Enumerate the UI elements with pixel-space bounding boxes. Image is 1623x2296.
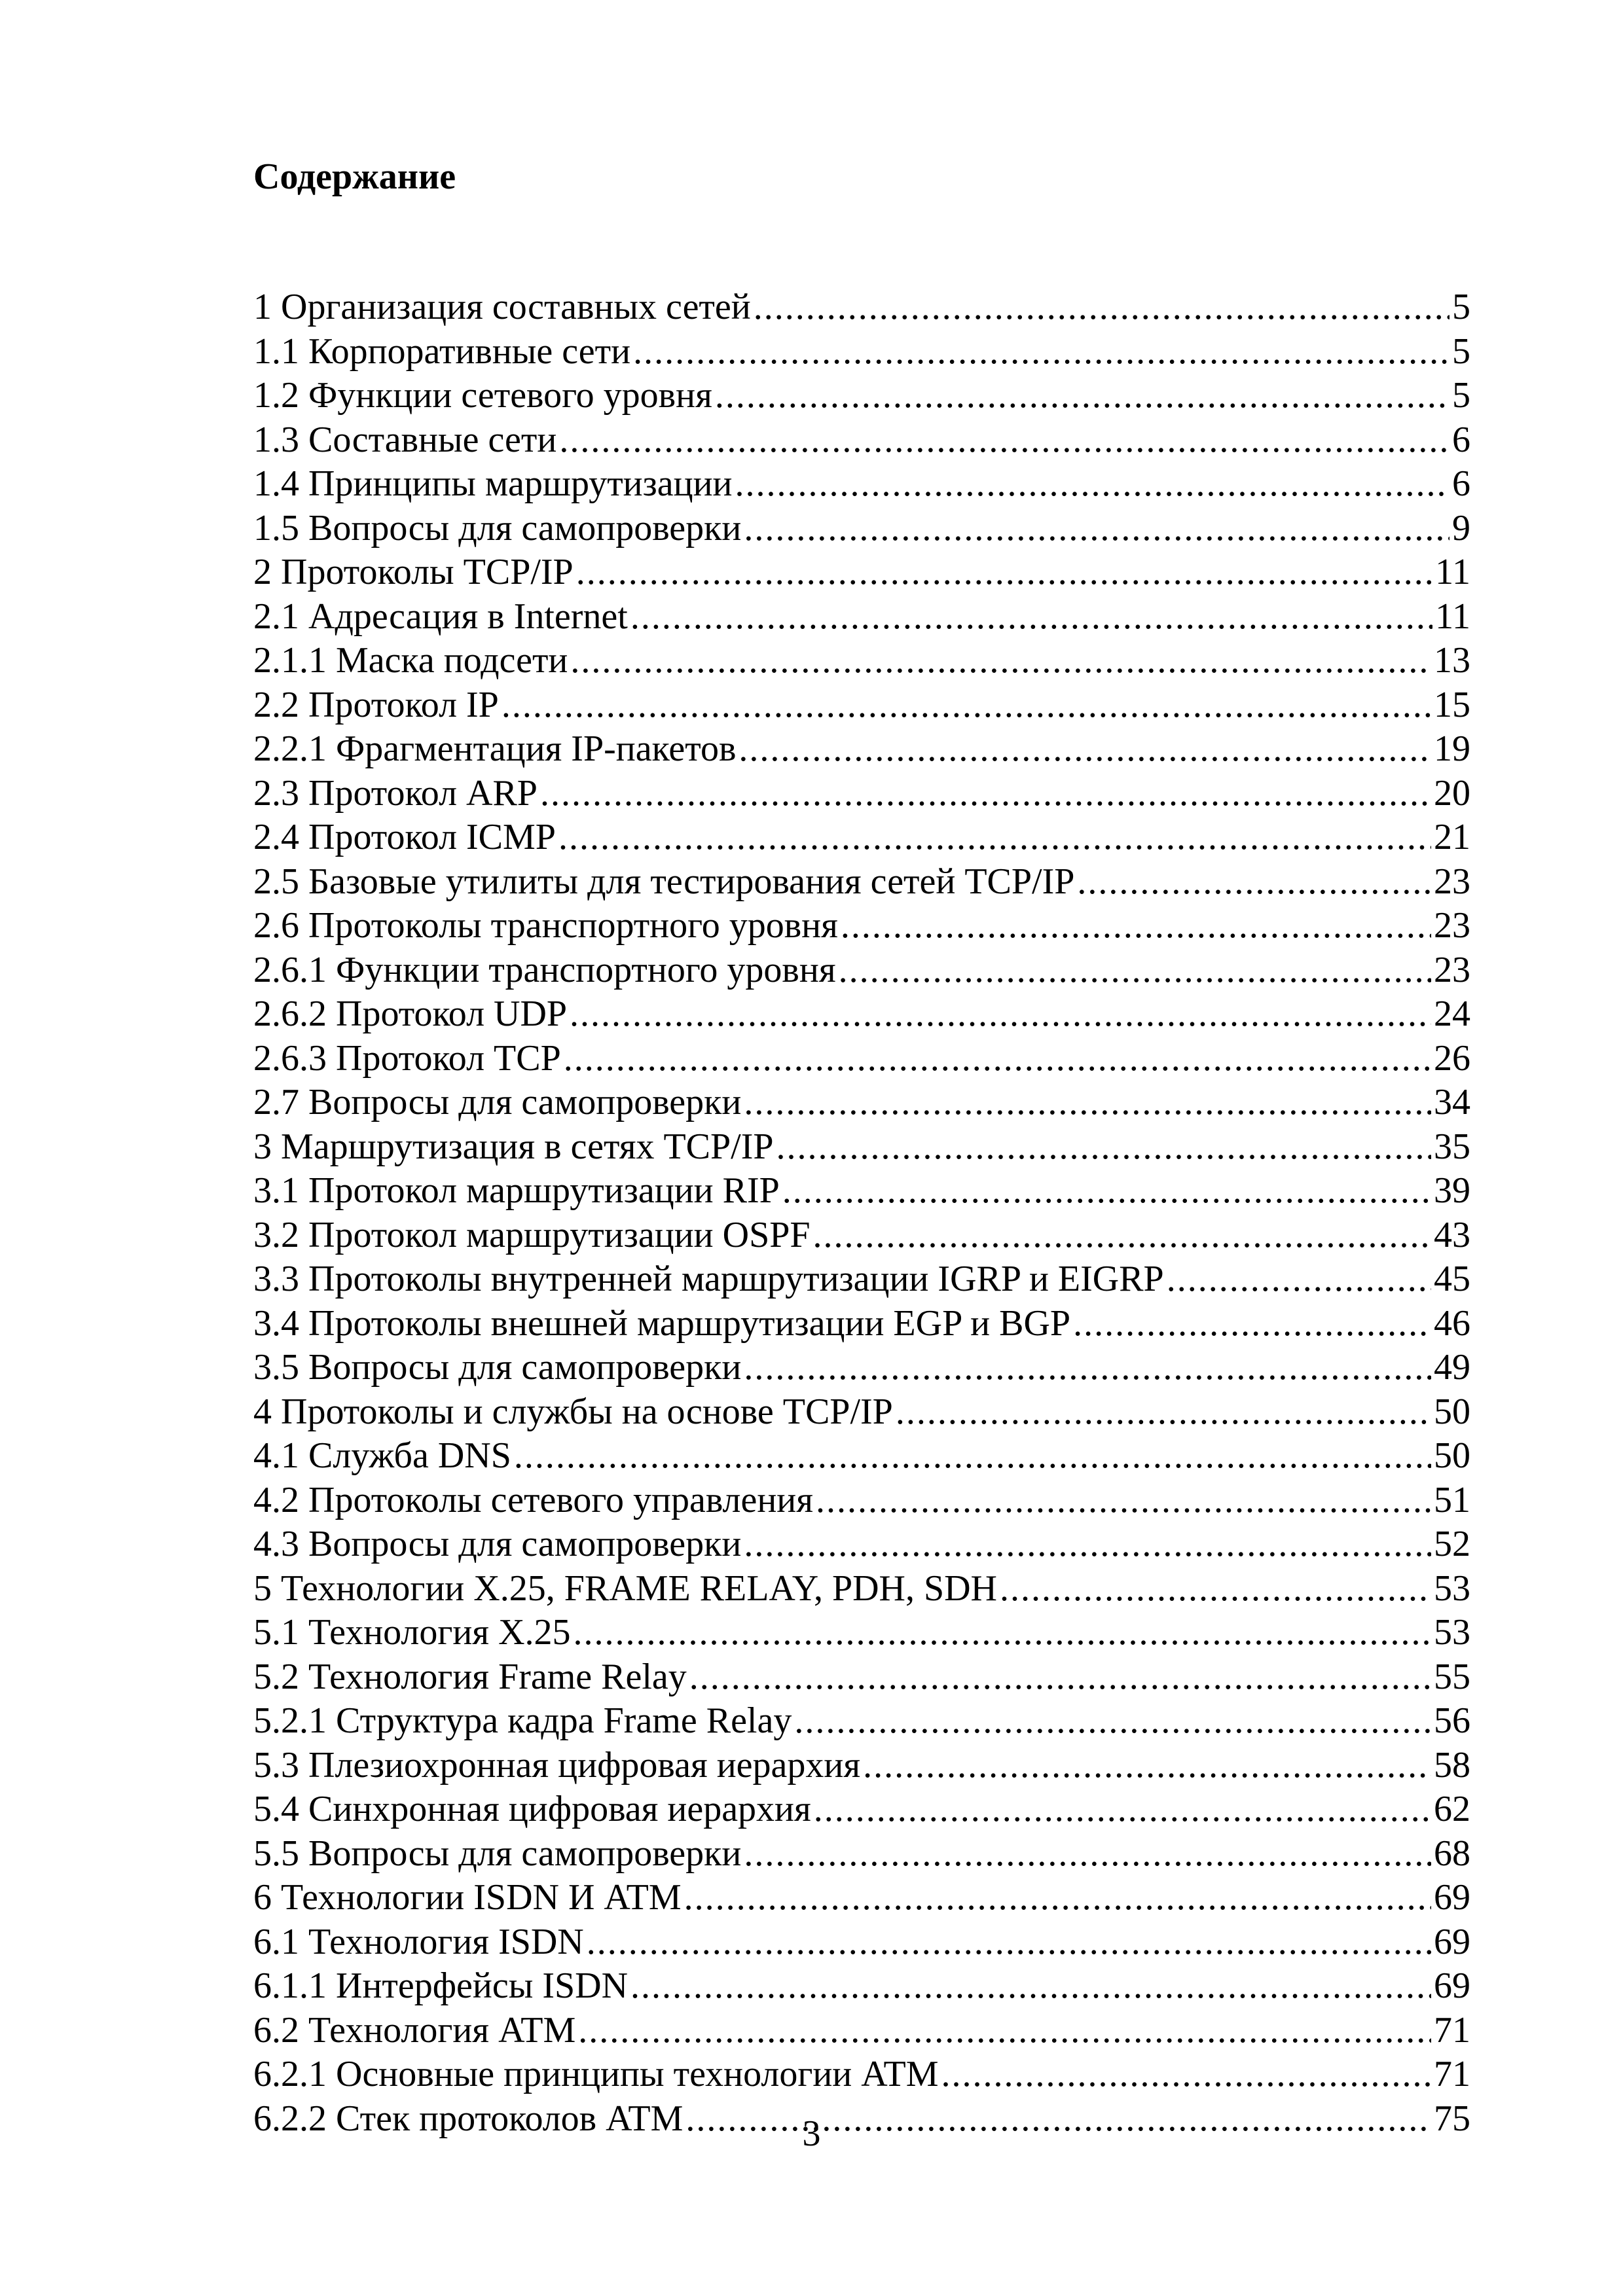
toc-entry xyxy=(253,507,1470,551)
toc-entry-page: 34 xyxy=(1434,1082,1470,1122)
toc-dot-leader xyxy=(794,1699,1431,1744)
toc-entry-label: 4.1 Служба DNS xyxy=(253,1435,511,1476)
toc-dot-leader xyxy=(630,595,1432,639)
toc-dot-leader xyxy=(839,948,1431,993)
toc-entry-page: 71 xyxy=(1434,2054,1470,2094)
toc-dot-leader xyxy=(540,772,1431,816)
toc-entry-page: 50 xyxy=(1434,1391,1470,1432)
toc-entry xyxy=(253,1787,1470,1832)
toc-dot-leader xyxy=(684,1876,1431,1920)
toc-entry-label: 5.2 Технология Frame Relay xyxy=(253,1656,687,1697)
toc-entry-label: 2.2.1 Фрагментация IP-пакетов xyxy=(253,728,737,769)
toc-entry-page: 19 xyxy=(1434,728,1470,769)
toc-entry-label: 2.7 Вопросы для самопроверки xyxy=(253,1082,742,1122)
toc-entry xyxy=(253,1699,1470,1744)
toc-entry-page: 45 xyxy=(1434,1259,1470,1299)
toc-entry xyxy=(253,1213,1470,1258)
toc-entry xyxy=(253,1611,1470,1655)
toc-entry-label: 4.2 Протоколы сетевого управления xyxy=(253,1479,814,1520)
toc-entry-label: 2.1.1 Маска подсети xyxy=(253,640,568,681)
toc-entry-label: 1.3 Составные сети xyxy=(253,419,557,460)
toc-dot-leader xyxy=(782,1169,1431,1213)
toc-dot-leader xyxy=(735,462,1450,507)
toc-entry-label: 1 Организация составных сетей xyxy=(253,287,751,327)
toc-entry-label: 2.5 Базовые утилиты для тестирования сетей TCP/IP xyxy=(253,861,1075,902)
toc-entry-page: 75 xyxy=(1434,2098,1470,2139)
toc-dot-leader xyxy=(576,550,1432,595)
toc-entry xyxy=(253,1567,1470,1611)
toc-entry xyxy=(253,639,1470,683)
toc-entry xyxy=(253,1390,1470,1435)
toc-entry-label: 3 Маршрутизация в сетях TCP/IP xyxy=(253,1126,774,1167)
toc-entry-label: 2.3 Протокол ARP xyxy=(253,772,538,814)
toc-dot-leader xyxy=(776,1125,1431,1170)
toc-dot-leader xyxy=(587,1920,1431,1965)
toc-entry-label: 2.1 Адресация в Internet xyxy=(253,596,628,637)
toc-entry-page: 9 xyxy=(1452,507,1470,548)
toc-entry-page: 46 xyxy=(1434,1302,1470,1344)
toc-dot-leader xyxy=(841,904,1431,948)
toc-entry-label: 2.6.2 Протокол UDP xyxy=(253,994,568,1034)
toc-entry xyxy=(253,683,1470,728)
toc-dot-leader xyxy=(558,816,1431,860)
page-number: 3 xyxy=(802,2113,821,2154)
toc-dot-leader xyxy=(896,1390,1431,1435)
toc-dot-leader xyxy=(754,285,1450,330)
toc-entry-page: 6 xyxy=(1452,463,1470,504)
table-of-contents xyxy=(253,285,1470,2141)
toc-entry xyxy=(253,1655,1470,1700)
toc-dot-leader xyxy=(1167,1257,1431,1302)
toc-entry xyxy=(253,1832,1470,1876)
toc-entry xyxy=(253,1479,1470,1523)
toc-dot-leader xyxy=(630,1964,1431,2009)
toc-entry-page: 55 xyxy=(1434,1656,1470,1697)
toc-dot-leader xyxy=(1073,1302,1431,1346)
toc-entry-page: 69 xyxy=(1434,1877,1470,1918)
toc-entry xyxy=(253,1920,1470,1965)
toc-entry-page: 62 xyxy=(1434,1789,1470,1829)
toc-entry xyxy=(253,1744,1470,1788)
toc-entry-page: 13 xyxy=(1434,640,1470,681)
toc-dot-leader xyxy=(814,1787,1431,1832)
toc-dot-leader xyxy=(570,639,1431,683)
toc-entry xyxy=(253,1169,1470,1213)
toc-entry-label: 6.2 Технология ATM xyxy=(253,2009,576,2051)
toc-entry xyxy=(253,2053,1470,2097)
toc-entry-page: 15 xyxy=(1434,684,1470,725)
toc-entry-page: 5 xyxy=(1452,375,1470,416)
toc-entry xyxy=(253,418,1470,463)
toc-entry-page: 6 xyxy=(1452,419,1470,460)
toc-entry-page: 43 xyxy=(1434,1214,1470,1255)
toc-dot-leader xyxy=(744,1346,1431,1390)
toc-entry-page: 5 xyxy=(1452,287,1470,327)
toc-entry-page: 68 xyxy=(1434,1833,1470,1874)
toc-entry-label: 6.2.2 Стек протоколов ATM xyxy=(253,2098,684,2139)
toc-entry-label: 4 Протоколы и службы на основе TCP/IP xyxy=(253,1391,893,1432)
toc-entry-page: 35 xyxy=(1434,1126,1470,1167)
toc-entry-label: 5.1 Технология X.25 xyxy=(253,1612,571,1653)
toc-entry xyxy=(253,816,1470,860)
toc-entry-label: 2.2 Протокол IP xyxy=(253,684,499,725)
toc-entry-page: 24 xyxy=(1434,994,1470,1034)
toc-dot-leader xyxy=(744,507,1450,551)
toc-entry xyxy=(253,860,1470,905)
toc-entry-page: 21 xyxy=(1434,817,1470,857)
toc-dot-leader xyxy=(514,1434,1431,1479)
toc-entry xyxy=(253,1434,1470,1479)
toc-entry-label: 5.4 Синхронная цифровая иерархия xyxy=(253,1789,811,1829)
toc-dot-leader xyxy=(813,1213,1432,1258)
toc-dot-leader xyxy=(715,374,1450,418)
toc-dot-leader xyxy=(739,727,1431,772)
toc-entry-label: 2 Протоколы TCP/IP xyxy=(253,552,574,592)
toc-dot-leader xyxy=(559,418,1450,463)
toc-dot-leader xyxy=(633,330,1450,374)
toc-entry-label: 5.3 Плезиохронная цифровая иерархия xyxy=(253,1744,861,1785)
toc-entry xyxy=(253,462,1470,507)
toc-entry-page: 52 xyxy=(1434,1524,1470,1564)
toc-entry-label: 3.4 Протоколы внешней маршрутизации EGP и BGP xyxy=(253,1302,1071,1344)
toc-dot-leader xyxy=(744,1832,1431,1876)
toc-entry-page: 69 xyxy=(1434,1921,1470,1962)
toc-entry xyxy=(253,1257,1470,1302)
toc-entry xyxy=(253,1037,1470,1081)
toc-entry xyxy=(253,948,1470,993)
toc-entry-page: 71 xyxy=(1434,2009,1470,2051)
toc-dot-leader xyxy=(816,1479,1431,1523)
toc-entry xyxy=(253,1302,1470,1346)
toc-entry-page: 51 xyxy=(1434,1479,1470,1520)
toc-dot-leader xyxy=(941,2053,1432,2097)
toc-entry-page: 23 xyxy=(1434,905,1470,946)
toc-entry-label: 3.2 Протокол маршрутизации OSPF xyxy=(253,1214,811,1255)
toc-entry-label: 3.5 Вопросы для самопроверки xyxy=(253,1347,742,1388)
toc-entry-label: 2.4 Протокол ICMP xyxy=(253,817,556,857)
toc-entry-page: 53 xyxy=(1434,1612,1470,1653)
toc-dot-leader xyxy=(501,683,1431,728)
toc-entry-label: 4.3 Вопросы для самопроверки xyxy=(253,1524,742,1564)
toc-dot-leader xyxy=(564,1037,1431,1081)
toc-dot-leader xyxy=(689,1655,1431,1700)
toc-entry xyxy=(253,330,1470,374)
toc-entry-page: 39 xyxy=(1434,1170,1470,1211)
toc-entry xyxy=(253,1125,1470,1170)
toc-entry xyxy=(253,1346,1470,1390)
toc-entry xyxy=(253,374,1470,418)
toc-entry-label: 5.2.1 Структура кадра Frame Relay xyxy=(253,1700,792,1741)
toc-entry-page: 58 xyxy=(1434,1744,1470,1785)
toc-entry-label: 1.2 Функции сетевого уровня xyxy=(253,375,712,416)
toc-entry-page: 26 xyxy=(1434,1037,1470,1079)
toc-entry xyxy=(253,285,1470,330)
toc-entry xyxy=(253,1522,1470,1567)
toc-entry-label: 2.6.1 Функции транспортного уровня xyxy=(253,949,836,990)
toc-dot-leader xyxy=(1077,860,1431,905)
toc-entry-page: 49 xyxy=(1434,1347,1470,1388)
toc-entry-page: 53 xyxy=(1434,1568,1470,1609)
toc-entry-label: 1.5 Вопросы для самопроверки xyxy=(253,507,742,548)
toc-entry-page: 5 xyxy=(1452,331,1470,372)
toc-dot-leader xyxy=(744,1522,1431,1567)
toc-entry xyxy=(253,772,1470,816)
toc-entry-page: 50 xyxy=(1434,1435,1470,1476)
toc-dot-leader xyxy=(578,2009,1431,2053)
toc-dot-leader xyxy=(570,992,1431,1037)
toc-entry xyxy=(253,595,1470,639)
toc-dot-leader xyxy=(863,1744,1431,1788)
toc-entry xyxy=(253,550,1470,595)
toc-entry-label: 5.5 Вопросы для самопроверки xyxy=(253,1833,742,1874)
toc-entry xyxy=(253,992,1470,1037)
toc-entry-page: 11 xyxy=(1435,596,1470,637)
toc-entry-label: 1.1 Корпоративные сети xyxy=(253,331,631,372)
toc-entry xyxy=(253,1964,1470,2009)
toc-entry-label: 6.1 Технология ISDN xyxy=(253,1921,584,1962)
toc-dot-leader xyxy=(744,1081,1431,1125)
toc-entry-label: 6.1.1 Интерфейсы ISDN xyxy=(253,1965,629,2006)
toc-entry-page: 23 xyxy=(1434,861,1470,902)
toc-dot-leader xyxy=(574,1611,1431,1655)
toc-entry xyxy=(253,1081,1470,1125)
toc-entry-label: 2.6 Протоколы транспортного уровня xyxy=(253,905,838,946)
toc-dot-leader xyxy=(1000,1567,1431,1611)
page-title: Содержание xyxy=(253,156,456,197)
toc-entry-label: 2.6.3 Протокол TCP xyxy=(253,1037,561,1079)
toc-entry xyxy=(253,1876,1470,1920)
toc-entry-label: 6.2.1 Основные принципы технологии ATM xyxy=(253,2054,939,2094)
toc-entry-page: 20 xyxy=(1434,772,1470,814)
toc-entry-label: 6 Технологии ISDN И ATM xyxy=(253,1877,682,1918)
toc-entry-page: 11 xyxy=(1435,552,1470,592)
toc-entry xyxy=(253,904,1470,948)
toc-entry xyxy=(253,727,1470,772)
toc-entry-label: 3.3 Протоколы внутренней маршрутизации IGRP и EIGRP xyxy=(253,1259,1164,1299)
toc-entry-page: 69 xyxy=(1434,1965,1470,2006)
toc-entry-label: 3.1 Протокол маршрутизации RIP xyxy=(253,1170,780,1211)
toc-entry-page: 56 xyxy=(1434,1700,1470,1741)
toc-entry-label: 1.4 Принципы маршрутизации xyxy=(253,463,733,504)
toc-entry-label: 5 Технологии X.25, FRAME RELAY, PDH, SDH xyxy=(253,1568,997,1609)
toc-entry xyxy=(253,2009,1470,2053)
toc-entry-page: 23 xyxy=(1434,949,1470,990)
